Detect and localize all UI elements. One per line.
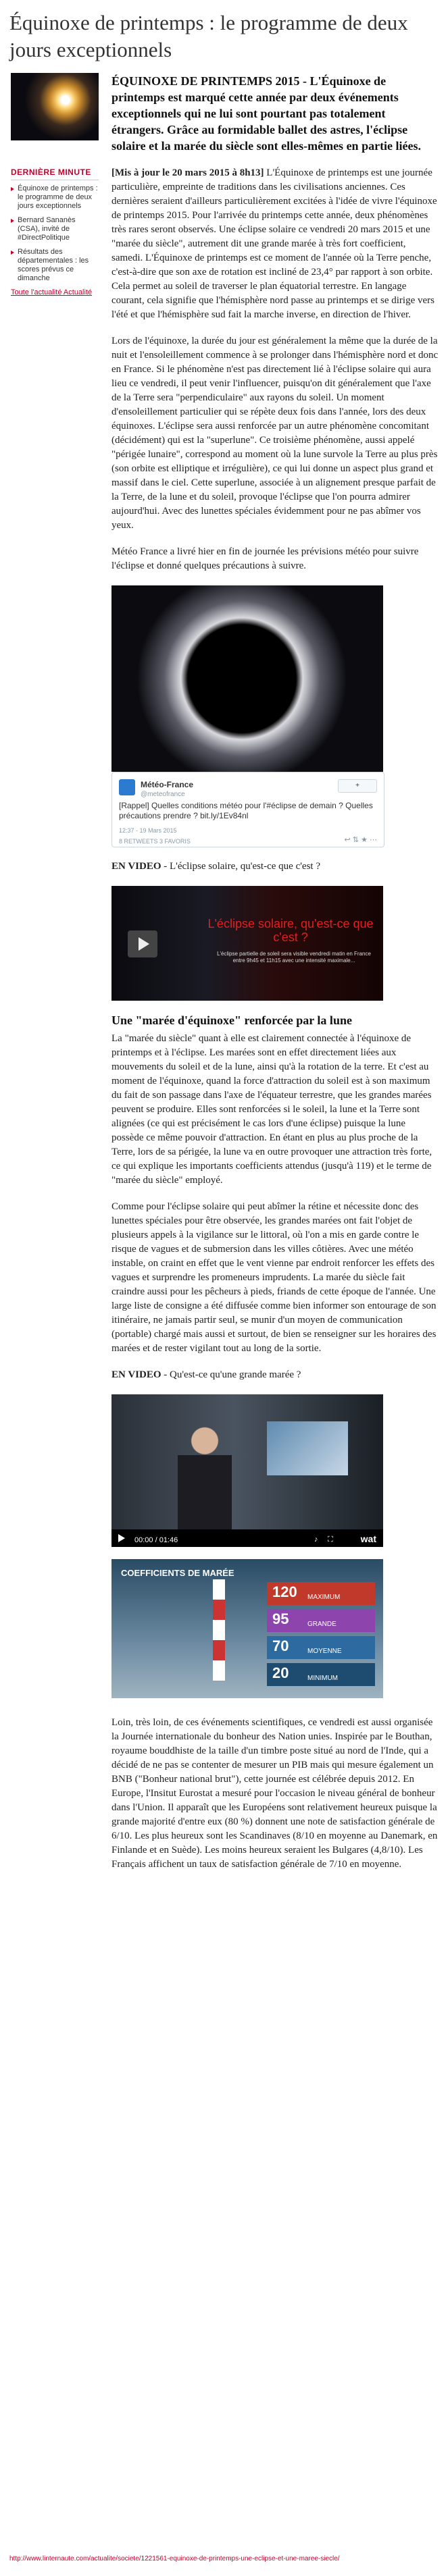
paragraph-text: L'Équinoxe de printemps est une journée particulière, empreinte de traditions dans les civilisations anciennes. Ces dernières seraient d'ailleurs particulièrement excitées à l'idée de vivre l'équinoxe de printemps 2015. Pour l'arrivée du printemps cette année, deux phénomènes très rares seront observés. Une éclipse solaire ce vendredi 20 mars 2015 et une "marée du siècle", autrement dit une grande marée à très fort coefficient, samedi. L'Équinoxe de printemps est ce moment de l'année où la Terre penche, c'est-à-dire que son axe de rotation est incliné de 23,4° par rapport à son orbite. Cela permet au soleil de traverser le plan équatorial terrestre. En langage courant, cela signifie que l'hémisphère nord passe au printemps et se dirige vers l'été et que l'hémisphère sud fait la marche inverse, en direction de l'hiver. [111,167,437,320]
coefficient-row [267,1609,375,1632]
latest-news-item[interactable]: Équinoxe de printemps : le programme de deux jours exceptionnels [11,184,99,211]
latest-news-heading: DERNIÈRE MINUTE [11,167,99,180]
tide-coefficients-infographic [111,1559,383,1698]
tweet-text: [Rappel] Quelles conditions météo pour l'#éclipse de demain ? Quelles précautions prendre ? bit.ly/1Ev84nl [119,801,373,820]
tweet-time[interactable]: 12:37 - 19 Mars 2015 [119,827,177,834]
coefficient-row [267,1636,375,1659]
article-paragraph: Comme pour l'éclipse solaire qui peut abîmer la rétine et nécessite donc des lunettes spéciales pour être observée, les grandes marées ont fait l'objet de plusieurs appels à la vigilance sur le littoral, où l'on a mis en garde contre le risque de vagues et de submersion dans les villes côtières. Avec une météo instable, on craint en effet que le vent vienne par endroit renforcer les effets des vagues et surprendre les promeneurs imprudents. La marée du siècle fait craindre aussi pour les pêcheurs à pieds, friands de cette époque de l'année. Une large liste de consigne a été diffusée comme bien informer son entourage de son itinéraire, ne jamais partir seul, se munir d'un moyen de communication (portable) chargé mais aussi et surtout, de bien se renseigner sur les horaires des marées et de rester vigilant tout au long de la sortie. [111,1201,437,1354]
fullscreen-icon[interactable]: ⛶ [328,1535,333,1544]
video-caption-text: - L'éclipse solaire, qu'est-ce que c'est ? [161,861,321,872]
article-paragraph: Lors de l'équinoxe, la durée du jour est généralement la même que la durée de la nuit et l'ensoleillement commence à se prolonger dans l'hémisphère nord et donc en France. Si le phénomène n'est pas directement lié à l'éclipse solaire qui aura lieu ce vendredi, il peut venir l'influencer, puisqu'on dit généralement que l'axe de la Terre sera "perpendiculaire" aux rayons du soleil. Un moment d'ensoleillement particulier qui se répète deux fois dans l'année, lors des deux équinoxes. L'éclipse sera aussi renforcée par un autre phénomène concomitant (décidément) qui est la "superlune". Ce troisième phénomène, aussi appelé "périgée lunaire", correspond au moment où la lune survole la Terre au plus près (son orbite est elliptique et irrégulière), ce qui lui donne un aspect plus grand et massif dans le ciel. Cette superlune, associée à un alignement presque parfait de la Terre, de la lune et du soleil, provoque l'éclipse que l'on pourra admirer aujourd'hui. Avec des lunettes spéciales évidemment pour ne pas abîmer vos yeux. [111,336,439,531]
article-paragraph: La "marée du siècle" quant à elle est clairement connectée à l'équinoxe de printemps et à l'éclipse. Les marées sont en effet directement liées aux mouvements du soleil et de la lune, ainsi qu'à la rotation de la terre. Et c'est au moment de l'équinoxe, quand la force d'attraction du soleil est à son maximum du fait de son passage dans l'axe de l'équateur terrestre, que les grandes marées peuvent se produire. Elles sont renforcées si le soleil, la lune et la Terre sont alignées (ce qui est précisément le cas lors d'une éclipse) puisque la lune possède ce même pouvoir d'attraction. En étant en plus au plus proche de la Terre, lors de sa périgée, la lune va en outre provoquer une attraction très forte, ce qui explique les importants coefficients attendus (jusqu'à 119) et le terme de "marée du siècle" employé. [111,1033,432,1186]
coefficient-value: 70 [272,1637,289,1654]
presenter-figure [178,1421,232,1529]
article-paragraph: Météo France a livré hier en fin de journée les prévisions météo pour suivre l'éclipse et donné quelques précautions à suivre. [111,546,419,571]
play-button-icon[interactable] [128,930,157,957]
video-overlay-subtitle: L'éclipse partielle de soleil sera visible vendredi matin en France entre 9h45 et 11h15 avec une intensité maximale... [217,951,371,964]
latest-news-item[interactable]: Résultats des départementales : les scores prévus ce dimanche [11,248,99,283]
video-time: 00:00 / 01:46 [134,1536,178,1544]
coefficient-label: MOYENNE [307,1648,342,1655]
tweet-avatar [119,779,135,795]
hero-image [11,73,99,140]
section-heading: Une "marée d'équinoxe" renforcée par la lune [111,1014,352,1027]
video-caption [111,860,439,874]
tweet-actions-icon[interactable]: ↩ ⇅ ★ ⋯ [344,836,377,844]
volume-icon[interactable]: ♪ [314,1535,318,1544]
latest-news-item[interactable]: Bernard Sananès (CSA), invité de #DirectPolitique [11,216,99,242]
video-label: EN VIDEO [111,861,161,872]
video-caption-text: - Qu'est-ce qu'une grande marée ? [161,1369,301,1380]
tweet-account[interactable]: Météo-France [141,780,194,789]
play-icon[interactable] [118,1534,125,1542]
article-body [111,73,439,1884]
video-player-maree[interactable] [111,1394,383,1547]
article-paragraph: Loin, très loin, de ces événements scientifiques, ce vendredi est aussi organisée la Journée internationale du bonheur des Nation unies. Inspirée par le Bouthan, royaume bouddhiste de la taille d'un timbre poste situé au nord de l'Inde, qui a décidé de ne pas se contenter de mesurer un PIB mais qui mesure également un BNB ("Bonheur national brut"), cette journée est célébrée depuis 2012. En Europe, l'Insitut Eurostat a mesuré pour l'occasion le niveau général de bonheur dans l'Union. Il apparaît que les Européens sont relativement heureux puisque la grande majorité d'entre eux (80 %) donnent une note de satisfaction générale de 6/10. Les plus heureux sont les Scandinaves (8/10 en moyenne au Danemark, en Finlande et en Suède). Les moins heureux seraient les Bulgares (4,8/10). Les Français affichent un taux de satisfaction générale de 7/10 en moyenne. [111,1717,438,1870]
tweet-stats: 8 RETWEETS 3 FAVORIS [119,838,191,845]
coefficient-value: 20 [272,1664,289,1681]
screen-graphic [267,1421,348,1475]
sidebar-latest-news [11,167,99,296]
tweet-follow-button[interactable]: + [338,779,377,793]
video-overlay-title: L'éclipse solaire, qu'est-ce que c'est ? [207,917,374,944]
coefficient-list [267,1582,375,1686]
update-notice: [Mis à jour le 20 mars 2015 à 8h13] [111,167,264,178]
tweet-handle[interactable]: @meteofrance [141,791,185,798]
video-label: EN VIDEO [111,1369,161,1380]
coefficient-label: MINIMUM [307,1675,338,1682]
article-paragraph [111,166,439,322]
page-title: Équinoxe de printemps : le programme de deux jours exceptionnels [9,11,408,61]
page-url[interactable]: http://www.linternaute.com/actualite/societe/1221561-equinoxe-de-printemps-une-eclipse-et-une-maree-siecle/ [9,2555,340,2562]
video-player-eclipse[interactable] [111,886,383,1001]
coefficient-row [267,1663,375,1686]
player-brand-logo[interactable]: wat [360,1533,376,1544]
coefficient-value: 95 [272,1610,289,1627]
coefficient-row [267,1582,375,1605]
infographic-title: COEFFICIENTS DE MARÉE [121,1568,234,1578]
coefficient-label: GRANDE [307,1621,337,1628]
article-lead: ÉQUINOXE DE PRINTEMPS 2015 - L'Équinoxe de printemps est marqué cette année par deux événements exceptionnels qui ne lui sont pourtant pas totalement étrangers. Grâce au formidable ballet des astres, l'éclipse solaire et la marée du siècle sont elles-mêmes en partie liées. [111,74,422,153]
embedded-tweet[interactable] [111,772,384,847]
lighthouse-image [213,1579,225,1681]
all-news-link[interactable]: Toute l'actualité Actualité [11,288,93,296]
eclipse-image [111,585,383,772]
video-control-bar[interactable] [111,1529,383,1547]
video-caption [111,1368,439,1382]
coefficient-value: 120 [272,1583,297,1600]
coefficient-label: MAXIMUM [307,1594,341,1601]
